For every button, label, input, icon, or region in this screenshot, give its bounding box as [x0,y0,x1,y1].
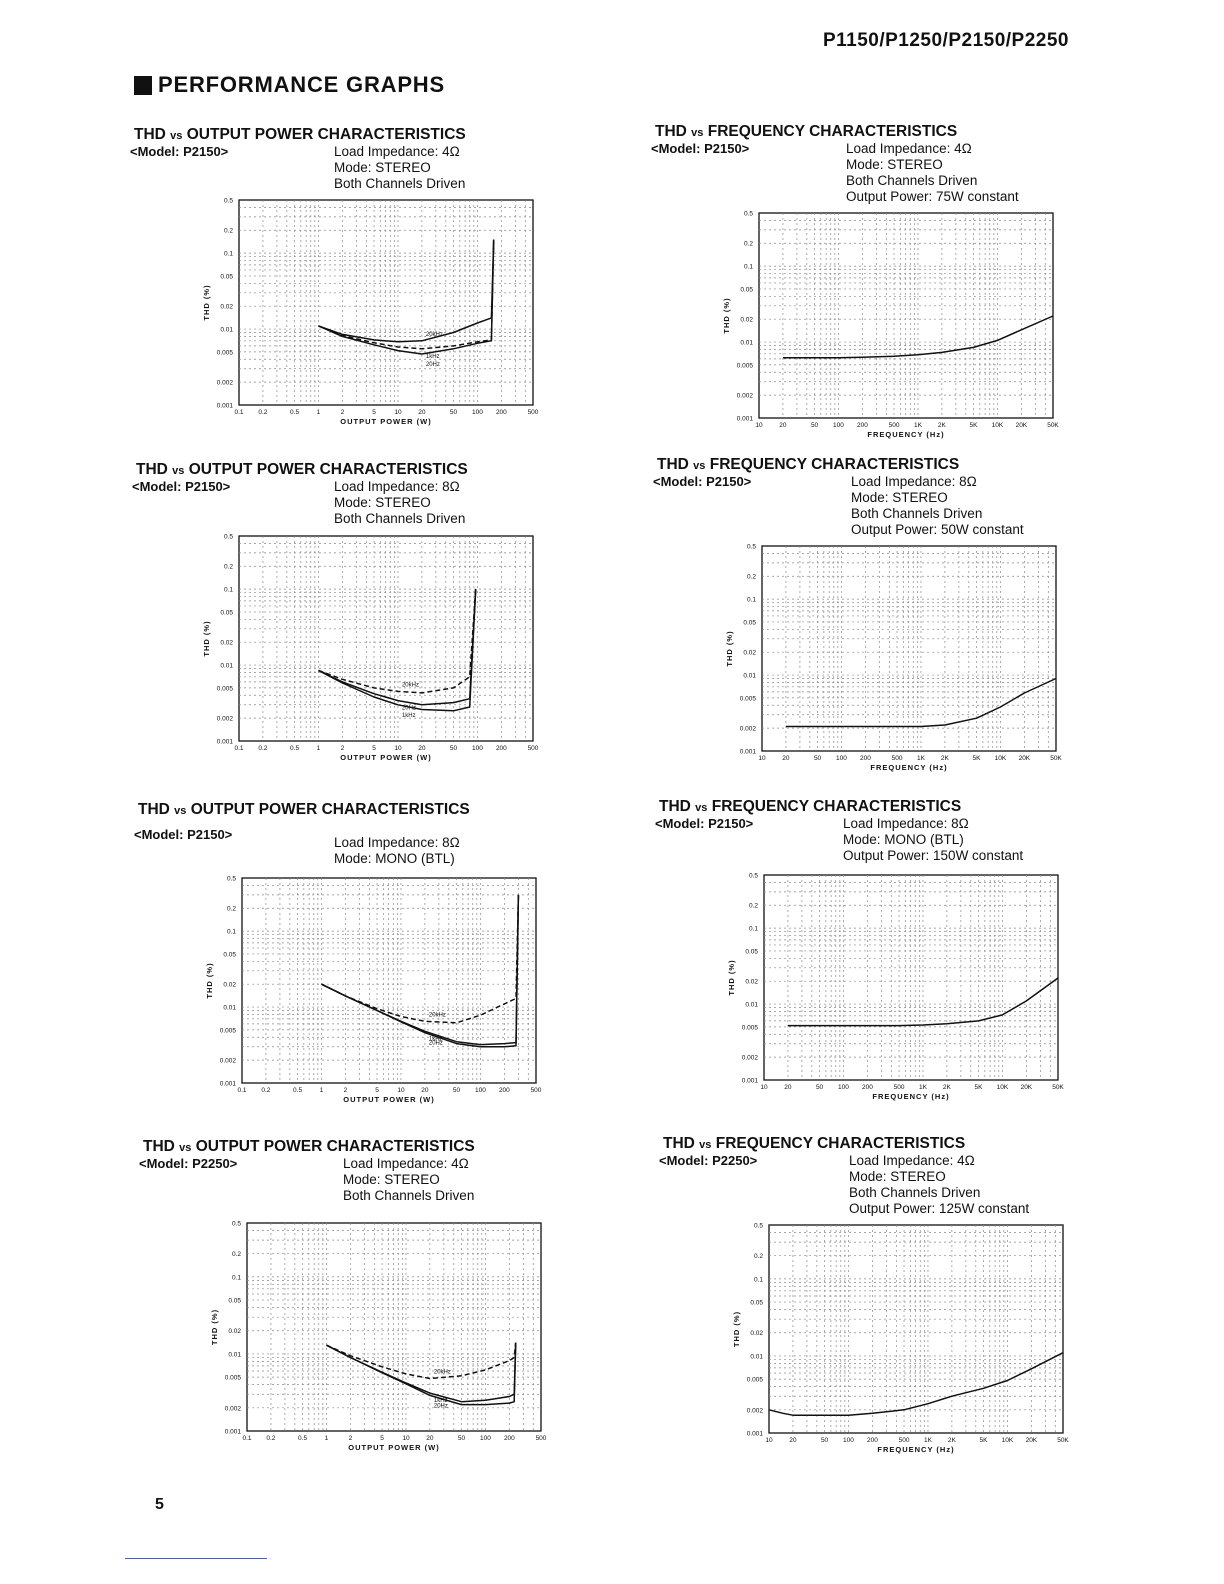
x-tick-label: 1K [913,422,922,429]
x-axis-label: OUTPUT POWER (W) [348,1443,440,1452]
x-tick-label: 20 [421,1087,429,1094]
condition-line: Mode: STEREO [849,1169,946,1184]
y-axis-label: THD (%) [202,620,211,657]
y-tick-label: 0.1 [226,928,236,936]
condition-line: Load Impedance: 4Ω [334,144,460,159]
x-tick-label: 500 [898,1437,910,1444]
x-tick-label: 0.2 [266,1435,276,1442]
x-tick-label: 1K [918,1084,927,1091]
y-axis-label: THD (%) [205,962,214,999]
model-label: <Model: P2150> [130,144,229,159]
grid [242,878,536,1083]
y-tick-label: 0.005 [216,349,233,357]
y-tick-label: 0.02 [750,1330,763,1338]
y-tick-label: 0.001 [216,738,233,746]
x-tick-label: 50 [815,1084,824,1091]
y-axis-label: THD (%) [722,297,731,334]
model-label: <Model: P2150> [653,474,752,489]
panel-title: THD vs FREQUENCY CHARACTERISTICS [659,798,962,815]
x-tick-label: 0.1 [234,745,244,752]
series-label: 20Hz [401,705,416,712]
x-axis-label: OUTPUT POWER (W) [343,1095,435,1104]
x-tick-label: 5 [375,1087,379,1094]
x-tick-label: 200 [503,1435,515,1442]
grid [239,536,533,741]
x-tick-label: 1 [316,409,321,416]
x-tick-label: 50K [1047,422,1059,429]
series-label: 20kHz [433,1369,451,1376]
condition-line: Mode: STEREO [334,160,431,175]
x-tick-label: 50K [1050,755,1062,762]
series-label: 20kHz [401,682,419,689]
condition-line: Output Power: 150W constant [843,848,1024,863]
series-label: 20kHz [425,331,443,338]
x-tick-label: 20 [418,409,426,416]
condition-line: Mode: STEREO [851,490,948,505]
chart-p2250-frequency-4ohm [725,1217,1070,1465]
y-tick-label: 0.02 [740,316,753,324]
x-tick-label: 50 [452,1087,461,1094]
x-tick-label: 20 [418,745,426,752]
y-tick-label: 0.5 [226,875,236,883]
condition-line: Both Channels Driven [849,1185,981,1200]
y-tick-label: 0.005 [739,695,756,703]
x-tick-label: 50 [820,1437,829,1444]
grid [247,1223,541,1431]
x-tick-label: 5 [380,1435,384,1442]
x-tick-label: 200 [861,1084,873,1091]
condition-line: Mode: MONO (BTL) [843,832,964,847]
x-tick-label: 100 [836,755,847,762]
chart-p2150-power-btl [198,870,543,1115]
x-tick-label: 0.2 [258,409,268,416]
model-label: <Model: P2250> [139,1156,238,1171]
y-tick-label: 0.05 [740,286,753,294]
condition-line: Mode: STEREO [343,1172,440,1187]
x-tick-label: 0.1 [237,1087,247,1094]
x-tick-label: 2 [340,409,345,416]
y-tick-label: 0.005 [216,685,233,693]
x-tick-label: 1 [319,1087,324,1094]
x-tick-label: 10 [760,1084,768,1091]
y-tick-label: 0.1 [743,263,753,271]
x-tick-label: 20 [779,422,787,429]
x-tick-label: 200 [866,1437,878,1444]
series-label: 20Hz [425,361,440,368]
x-tick-label: 20K [1018,755,1031,762]
x-axis-label: FREQUENCY (Hz) [872,1092,950,1101]
vs-word: vs [179,1142,192,1154]
grid [759,213,1053,418]
y-tick-label: 0.5 [746,543,756,551]
x-tick-label: 20K [1015,422,1028,429]
condition-line: Load Impedance: 8Ω [334,479,460,494]
y-tick-label: 0.005 [224,1374,241,1382]
x-tick-label: 10 [755,422,763,429]
x-tick-label: 500 [891,755,903,762]
chart-p2250-power-4ohm [203,1215,548,1463]
y-tick-label: 0.05 [745,948,758,956]
x-tick-label: 0.2 [258,745,268,752]
panel-title: THD vs OUTPUT POWER CHARACTERISTICS [143,1138,475,1155]
panel-title: THD vs OUTPUT POWER CHARACTERISTICS [136,461,468,478]
x-tick-label: 20K [1025,1437,1038,1444]
panel-title: THD vs FREQUENCY CHARACTERISTICS [657,456,960,473]
x-tick-label: 50 [457,1435,466,1442]
condition-line: Mode: STEREO [846,157,943,172]
y-tick-label: 0.5 [753,1222,763,1230]
model-label: <Model: P2150> [651,141,750,156]
y-tick-label: 0.02 [228,1328,241,1336]
condition-line: Output Power: 125W constant [849,1201,1030,1216]
y-tick-label: 0.02 [220,639,233,647]
y-tick-label: 0.2 [223,227,233,235]
x-tick-label: 5K [972,755,981,762]
x-tick-label: 2K [937,422,946,429]
section-title-text: PERFORMANCE GRAPHS [158,72,445,97]
x-tick-label: 0.2 [261,1087,271,1094]
grid [762,546,1056,751]
series-label: 1kHz [401,712,416,719]
grid [769,1225,1063,1433]
x-tick-label: 100 [472,409,483,416]
x-tick-label: 1K [916,755,925,762]
series-line [327,1343,516,1379]
panel-p2250-frequency-4ohm [659,1135,1103,1216]
section-bullet-icon [134,76,152,95]
x-tick-label: 5 [372,409,376,416]
x-tick-label: 500 [888,422,900,429]
y-tick-label: 0.05 [220,609,233,617]
y-tick-label: 0.001 [216,402,233,410]
x-axis-label: OUTPUT POWER (W) [340,417,432,426]
y-tick-label: 0.001 [219,1080,236,1088]
y-tick-label: 0.002 [746,1407,763,1415]
y-tick-label: 0.2 [226,905,236,913]
x-tick-label: 50K [1052,1084,1064,1091]
chart-p2150-frequency-4ohm [715,205,1060,450]
panel-p2150-frequency-4ohm [651,123,1095,204]
y-tick-label: 0.2 [231,1251,241,1259]
series-label: 20kHz [428,1012,446,1019]
y-tick-label: 0.5 [748,872,758,880]
x-tick-label: 2 [340,745,345,752]
x-tick-label: 0.5 [298,1435,308,1442]
condition-line: Both Channels Driven [334,511,466,526]
x-tick-label: 1K [923,1437,932,1444]
x-tick-label: 500 [535,1435,547,1442]
chart-p2150-frequency-8ohm [718,538,1063,783]
x-tick-label: 50 [449,409,458,416]
y-tick-label: 0.5 [223,533,233,541]
series-line [783,316,1053,358]
y-axis-label: THD (%) [202,284,211,321]
condition-line: Both Channels Driven [334,176,466,191]
y-tick-label: 0.2 [748,902,758,910]
panel-title: THD vs FREQUENCY CHARACTERISTICS [655,123,958,140]
y-tick-label: 0.002 [736,392,753,400]
series-line [327,1343,516,1405]
y-tick-label: 0.005 [741,1024,758,1032]
vs-word: vs [693,460,706,472]
x-tick-label: 20 [426,1435,434,1442]
panel-p2250-power-4ohm [139,1138,583,1218]
x-tick-label: 1 [316,745,321,752]
y-tick-label: 0.001 [746,1430,763,1438]
chart-p2150-frequency-btl [720,867,1065,1112]
x-axis-label: FREQUENCY (Hz) [870,763,948,772]
x-tick-label: 200 [498,1087,510,1094]
y-tick-label: 0.005 [219,1027,236,1035]
panel-title: THD vs OUTPUT POWER CHARACTERISTICS [138,801,470,818]
x-tick-label: 200 [495,745,507,752]
x-tick-label: 100 [475,1087,486,1094]
y-tick-label: 0.002 [216,379,233,387]
x-axis-label: FREQUENCY (Hz) [877,1445,955,1454]
x-tick-label: 0.5 [293,1087,303,1094]
section-title [134,72,445,98]
x-tick-label: 10 [765,1437,773,1444]
x-tick-label: 100 [838,1084,849,1091]
y-tick-label: 0.01 [220,326,233,334]
y-tick-label: 0.002 [219,1057,236,1065]
model-label: <Model: P2150> [655,816,754,831]
model-label: <Model: P2150> [132,479,231,494]
series-line [322,895,519,1023]
y-axis-label: THD (%) [727,959,736,996]
y-tick-label: 0.2 [743,240,753,248]
x-tick-label: 2 [348,1435,353,1442]
y-tick-label: 0.001 [741,1077,758,1085]
x-tick-label: 200 [495,409,507,416]
y-tick-label: 0.1 [223,586,233,594]
y-tick-label: 0.05 [750,1299,763,1307]
model-list-header: P1150/P1250/P2150/P2250 [822,30,1069,51]
series-label: 1kHz [425,353,440,360]
x-tick-label: 10 [397,1087,405,1094]
y-tick-label: 0.001 [224,1428,241,1436]
y-axis-label: THD (%) [210,1308,219,1346]
x-tick-label: 20K [1020,1084,1033,1091]
y-tick-label: 0.05 [220,273,233,281]
y-tick-label: 0.05 [223,951,236,959]
model-label: <Model: P2150> [134,827,233,842]
vs-word: vs [691,127,704,139]
x-tick-label: 2 [343,1087,348,1094]
y-tick-label: 0.01 [740,339,753,347]
x-tick-label: 200 [856,422,868,429]
panel-title: THD vs OUTPUT POWER CHARACTERISTICS [134,126,466,143]
series-label: 20Hz [433,1403,448,1410]
vs-word: vs [172,465,185,477]
x-tick-label: 500 [527,745,539,752]
grid [764,875,1058,1080]
x-tick-label: 10K [994,755,1007,762]
x-tick-label: 20 [789,1437,797,1444]
vs-word: vs [699,1139,712,1151]
x-tick-label: 10 [394,409,402,416]
series-line [319,240,494,342]
condition-line: Load Impedance: 8Ω [334,835,460,850]
x-tick-label: 20 [782,755,790,762]
x-tick-label: 2K [942,1084,951,1091]
x-tick-label: 2K [947,1437,956,1444]
x-tick-label: 5 [372,745,376,752]
y-tick-label: 0.02 [223,981,236,989]
x-tick-label: 10 [402,1435,410,1442]
panel-p2150-frequency-btl [655,798,1099,878]
x-tick-label: 5K [979,1437,988,1444]
x-tick-label: 50 [813,755,822,762]
x-axis-label: OUTPUT POWER (W) [340,753,432,762]
x-tick-label: 5K [974,1084,983,1091]
x-tick-label: 2K [940,755,949,762]
y-tick-label: 0.05 [228,1297,241,1305]
x-tick-label: 500 [530,1087,542,1094]
x-tick-label: 10 [758,755,766,762]
series-line [322,895,519,1045]
grid [239,200,533,405]
y-axis-label: THD (%) [732,1310,741,1348]
condition-line: Output Power: 50W constant [851,522,1024,537]
y-tick-label: 0.1 [231,1274,241,1282]
model-label: <Model: P2250> [659,1153,758,1168]
x-tick-label: 500 [527,409,539,416]
x-tick-label: 1 [324,1435,329,1442]
x-tick-label: 50 [449,745,458,752]
page-number: 5 [155,1496,164,1513]
condition-line: Output Power: 75W constant [846,189,1019,204]
series-line [327,1343,516,1405]
y-tick-label: 0.002 [741,1054,758,1062]
chart-p2150-power-8ohm [195,528,540,773]
x-tick-label: 5K [969,422,978,429]
x-tick-label: 50 [810,422,819,429]
condition-line: Both Channels Driven [851,506,983,521]
y-tick-label: 0.2 [746,573,756,581]
y-tick-label: 0.002 [224,1405,241,1413]
x-axis-label: FREQUENCY (Hz) [867,430,945,439]
condition-line: Mode: MONO (BTL) [334,851,455,866]
y-tick-label: 0.005 [736,362,753,370]
series-label: 20Hz [428,1040,443,1047]
x-tick-label: 0.5 [290,409,300,416]
y-tick-label: 0.05 [743,619,756,627]
y-tick-label: 0.005 [746,1376,763,1384]
vs-word: vs [170,130,183,142]
x-tick-label: 0.5 [290,745,300,752]
x-tick-label: 100 [472,745,483,752]
condition-line: Both Channels Driven [343,1188,475,1203]
y-tick-label: 0.01 [228,1351,241,1359]
x-tick-label: 10K [1001,1437,1014,1444]
y-tick-label: 0.02 [743,649,756,657]
condition-line: Load Impedance: 4Ω [846,141,972,156]
y-tick-label: 0.001 [739,748,756,756]
x-tick-label: 100 [843,1437,854,1444]
panel-p2150-frequency-8ohm [653,456,1097,537]
x-tick-label: 500 [893,1084,905,1091]
vs-word: vs [695,802,708,814]
condition-line: Mode: STEREO [334,495,431,510]
series-label: 1kHz [428,1036,443,1043]
vs-word: vs [174,805,187,817]
y-tick-label: 0.02 [220,303,233,311]
panel-title: THD vs FREQUENCY CHARACTERISTICS [663,1135,966,1152]
x-tick-label: 0.1 [242,1435,252,1442]
y-tick-label: 0.01 [220,662,233,670]
x-tick-label: 50K [1057,1437,1069,1444]
condition-line: Both Channels Driven [846,173,978,188]
footer-rule [125,1558,267,1559]
condition-line: Load Impedance: 4Ω [849,1153,975,1168]
x-tick-label: 100 [833,422,844,429]
x-tick-label: 10 [394,745,402,752]
series-label: 1kHz [433,1398,448,1405]
x-tick-label: 20 [784,1084,792,1091]
x-tick-label: 200 [859,755,871,762]
condition-line: Load Impedance: 8Ω [843,816,969,831]
x-tick-label: 10K [996,1084,1009,1091]
y-tick-label: 0.01 [750,1353,763,1361]
y-tick-label: 0.2 [223,563,233,571]
y-tick-label: 0.2 [753,1253,763,1261]
y-tick-label: 0.01 [745,1001,758,1009]
y-tick-label: 0.01 [223,1004,236,1012]
y-tick-label: 0.1 [748,925,758,933]
x-tick-label: 0.1 [234,409,244,416]
y-tick-label: 0.5 [743,210,753,218]
chart-p2150-power-4ohm [195,192,540,437]
y-axis-label: THD (%) [725,630,734,667]
y-tick-label: 0.001 [736,415,753,423]
condition-line: Load Impedance: 4Ω [343,1156,469,1171]
y-tick-label: 0.1 [746,596,756,604]
condition-line: Load Impedance: 8Ω [851,474,977,489]
y-tick-label: 0.002 [739,725,756,733]
y-tick-label: 0.002 [216,715,233,723]
x-tick-label: 100 [480,1435,491,1442]
y-tick-label: 0.1 [223,250,233,258]
y-tick-label: 0.1 [753,1276,763,1284]
y-tick-label: 0.01 [743,672,756,680]
x-tick-label: 10K [991,422,1004,429]
y-tick-label: 0.5 [231,1220,241,1228]
y-tick-label: 0.5 [223,197,233,205]
y-tick-label: 0.02 [745,978,758,986]
